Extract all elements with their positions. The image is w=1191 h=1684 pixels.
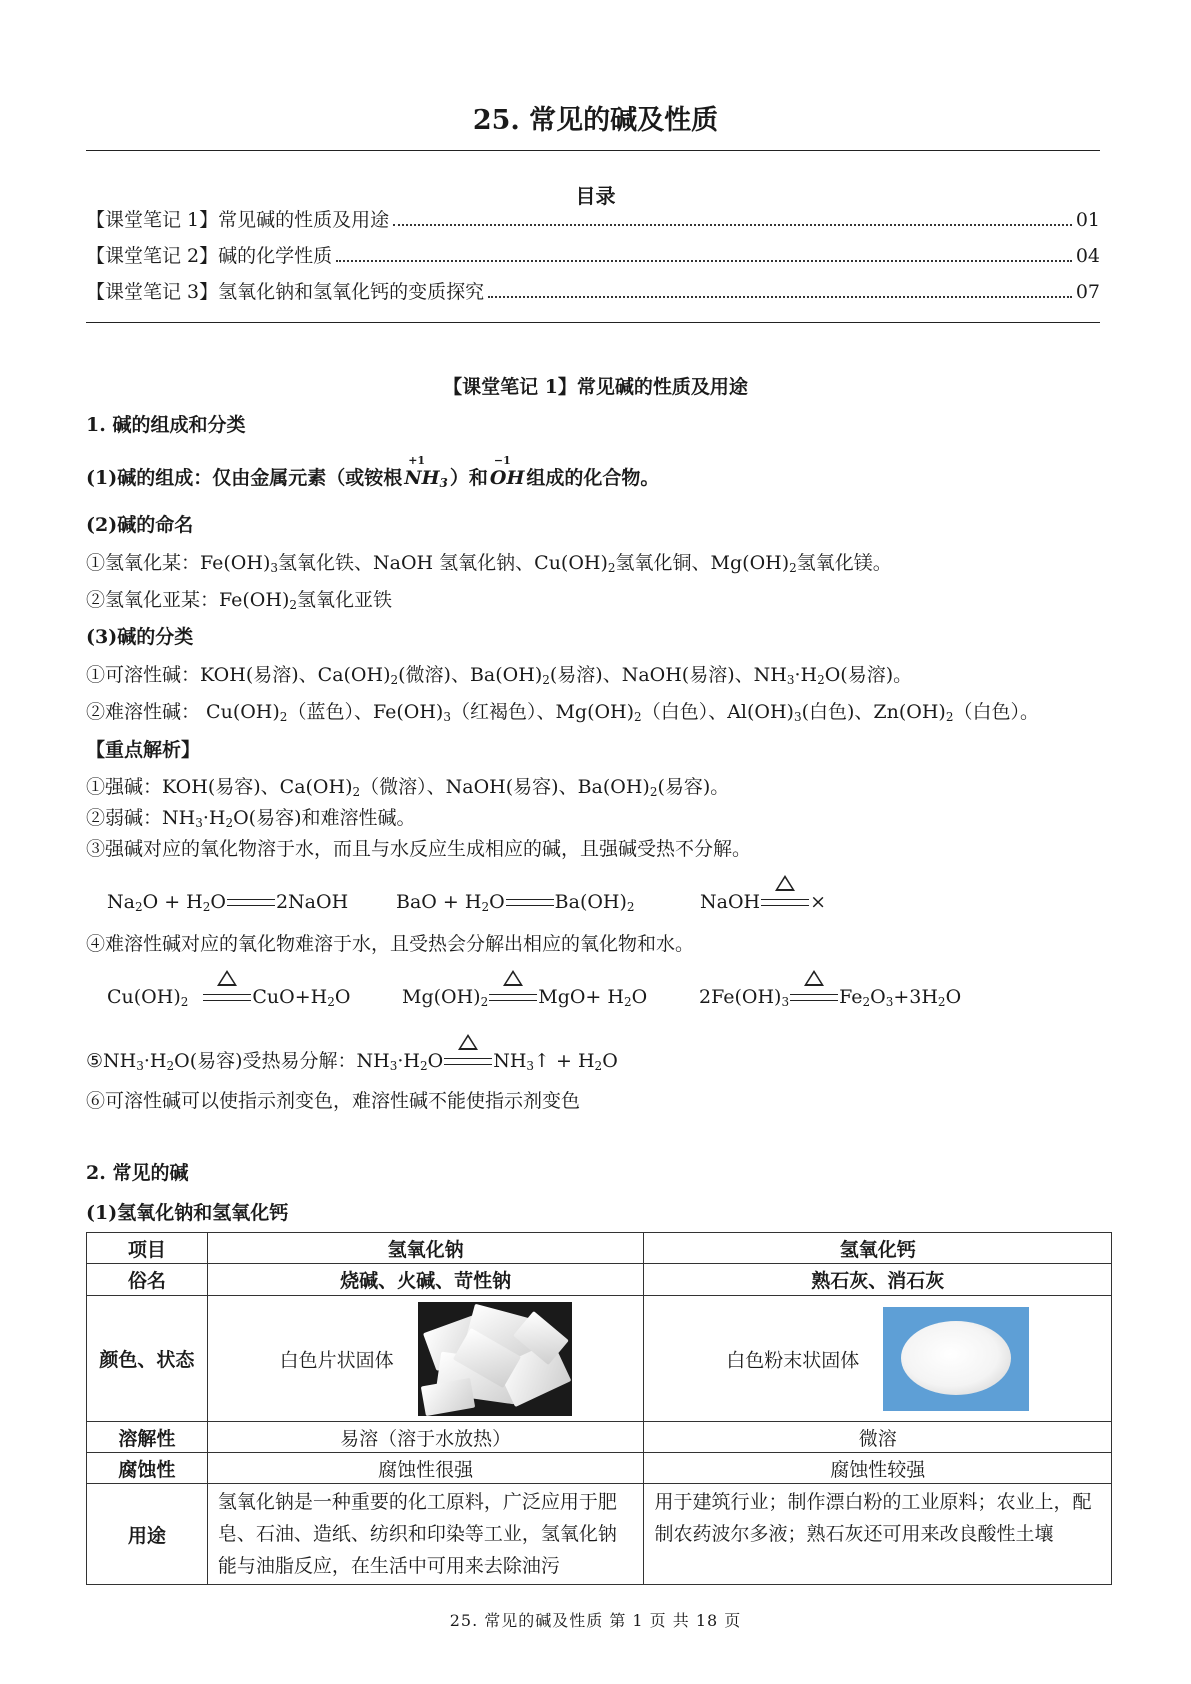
text: 2NaOH <box>275 891 349 913</box>
text: (白色)、Zn(OH) <box>801 701 946 723</box>
ion-symbol: NH <box>404 467 440 489</box>
toc-item-page: 04 <box>1075 245 1100 267</box>
key-line-3: ③强碱对应的氧化物溶于水，而且与水反应生成相应的碱，且强碱受热不分解。 <box>86 838 752 860</box>
naming-line-2 <box>86 585 392 612</box>
base-comparison-table <box>86 1232 1112 1585</box>
text: ②氢氧化亚某：Fe(OH) <box>86 589 290 611</box>
heat-triangle-icon <box>804 970 824 986</box>
table-row <box>87 1484 1112 1585</box>
text: CuO+H <box>252 986 328 1008</box>
text: × <box>810 891 827 913</box>
subscript: 2 <box>607 561 616 575</box>
text: ①可溶性碱：KOH(易溶)、Ca(OH) <box>86 664 391 686</box>
caoh-appearance: 白色粉末状固体 <box>726 1349 860 1371</box>
text: ②弱碱：NH <box>86 807 196 829</box>
subsection-title: 2. 常见的碱 <box>86 1162 189 1184</box>
table-header-cell: 项目 <box>87 1233 208 1264</box>
toc-item[interactable] <box>86 205 1100 232</box>
table-header-cell: 氢氧化钙 <box>644 1233 1112 1264</box>
text: 氢氧化铁、NaOH 氢氧化钠、Cu(OH) <box>278 552 608 574</box>
text: ·H <box>397 1050 420 1072</box>
text: NH <box>493 1050 527 1072</box>
text: O <box>210 891 226 913</box>
toc-leader <box>336 260 1072 262</box>
subscript: 2 <box>623 995 632 1009</box>
text: 组成的化合物。 <box>526 467 660 489</box>
naming-line-1 <box>86 548 892 575</box>
page-footer: 25. 常见的碱及性质 第 1 页 共 18 页 <box>449 1611 742 1630</box>
charge: +1 <box>408 454 426 467</box>
caoh-cell: 用于建筑行业；制作漂白粉的工业原料；农业上，配制农药波尔多液；熟石灰还可用来改良酸性土壤 <box>644 1484 1112 1585</box>
subscript: 2 <box>390 673 399 687</box>
subsection-subtitle: (1)氢氧化钠和氢氧化钙 <box>86 1202 289 1224</box>
equation-naoh-heat <box>700 891 826 913</box>
text: ·H <box>202 807 226 829</box>
subscript: 2 <box>202 900 211 914</box>
key-line-1 <box>86 772 729 799</box>
class-line-2 <box>86 697 1039 724</box>
caoh-cell: 腐蚀性较强 <box>644 1453 1112 1484</box>
text: (微溶)、Ba(OH) <box>398 664 543 686</box>
equation-bao <box>396 891 635 914</box>
toc-item-label: 【课堂笔记 2】碱的化学性质 <box>86 245 333 267</box>
caoh-cell: 熟石灰、消石灰 <box>644 1264 1112 1296</box>
divider <box>86 150 1100 151</box>
text: O <box>427 1050 444 1072</box>
text: BaO + H <box>396 891 482 913</box>
subscript: 3 <box>781 995 790 1009</box>
text: MgO+ H <box>538 986 624 1008</box>
subscript: 2 <box>789 561 797 575</box>
equation-mgoh2 <box>402 986 647 1009</box>
text: Cu(OH) <box>107 986 181 1008</box>
subscript: 2 <box>481 900 490 914</box>
naoh-cell: 腐蚀性很强 <box>207 1453 644 1484</box>
text: O <box>870 986 886 1008</box>
table-row <box>87 1453 1112 1484</box>
table-row <box>87 1296 1112 1422</box>
equals-sign <box>203 992 251 1004</box>
text: (1)碱的组成：仅由金属元素（或铵根 <box>86 467 403 489</box>
equals-sign <box>489 992 537 1004</box>
divider <box>86 322 1100 323</box>
subscript: 2 <box>817 673 825 687</box>
text: ↑ + H <box>534 1050 595 1072</box>
subscript: 3 <box>136 1059 144 1073</box>
subsection-title: 1. 碱的组成和分类 <box>86 414 246 436</box>
text: （微溶）、NaOH(易容)、Ba(OH) <box>360 776 650 798</box>
text: ·H <box>143 1050 167 1072</box>
toc-item-label: 【课堂笔记 3】氢氧化钠和氢氧化钙的变质探究 <box>86 281 485 303</box>
toc-item[interactable] <box>86 241 1100 268</box>
section-heading: 【课堂笔记 1】常见碱的性质及用途 <box>443 376 748 398</box>
ammonium-ion <box>404 454 448 490</box>
page-title: 25. 常见的碱及性质 <box>472 105 719 136</box>
text: Fe <box>839 986 863 1008</box>
naoh-cell <box>207 1296 644 1422</box>
naoh-cell: 烧碱、火碱、苛性钠 <box>207 1264 644 1296</box>
toc-item-label: 【课堂笔记 1】常见碱的性质及用途 <box>86 209 390 231</box>
key-line-5 <box>86 1046 618 1073</box>
caoh-cell: 微溶 <box>644 1422 1112 1453</box>
naming-title: (2)碱的命名 <box>86 514 194 536</box>
toc-item[interactable] <box>86 277 1100 304</box>
text: Ba(OH) <box>554 891 627 913</box>
subscript: 2 <box>649 785 658 799</box>
table-header-row <box>87 1233 1112 1264</box>
equals-sign <box>444 1056 492 1068</box>
equals-sign <box>227 897 275 909</box>
key-line-4: ④难溶性碱对应的氧化物难溶于水，且受热会分解出相应的氧化物和水。 <box>86 933 695 955</box>
text: O <box>945 986 962 1008</box>
key-analysis-title: 【重点解析】 <box>86 739 201 761</box>
ion-symbol: OH <box>489 467 525 489</box>
subscript: 2 <box>327 995 335 1009</box>
table-row <box>87 1422 1112 1453</box>
naoh-cell: 易溶（溶于水放热） <box>207 1422 644 1453</box>
row-label: 腐蚀性 <box>87 1453 208 1484</box>
naoh-flakes-image <box>418 1302 572 1416</box>
subscript: 3 <box>885 995 894 1009</box>
text: O(易容)和难溶性碱。 <box>233 807 416 829</box>
equation-na2o <box>107 891 348 914</box>
subscript: 2 <box>134 900 143 914</box>
toc-heading: 目录 <box>575 184 616 208</box>
text: 2Fe(OH) <box>699 986 782 1008</box>
text: O <box>602 1050 618 1072</box>
toc-item-page: 01 <box>1075 209 1100 231</box>
text: O <box>631 986 648 1008</box>
text: Mg(OH) <box>402 986 481 1008</box>
subscript: 2 <box>166 1059 175 1073</box>
heat-triangle-icon <box>217 970 237 986</box>
heat-triangle-icon <box>775 875 795 891</box>
equation-cuoh2 <box>107 986 350 1009</box>
table-row <box>87 1264 1112 1296</box>
subscript: 3 <box>389 1059 398 1073</box>
text: Na <box>107 891 135 913</box>
text: (易容)。 <box>657 776 730 798</box>
text: （白色）、Al(OH) <box>641 701 794 723</box>
equation-feoh3 <box>699 986 961 1009</box>
class-title: (3)碱的分类 <box>86 626 194 648</box>
toc-item-page: 07 <box>1075 281 1100 303</box>
subscript: 2 <box>419 1059 428 1073</box>
text: NaOH <box>700 891 761 913</box>
text: O + H <box>142 891 203 913</box>
subscript: 2 <box>279 710 288 724</box>
text: 氢氧化镁。 <box>796 552 892 574</box>
row-label: 用途 <box>87 1484 208 1585</box>
subscript: 2 <box>945 710 954 724</box>
subscript: 3 <box>793 710 802 724</box>
subscript: 2 <box>352 785 361 799</box>
text: 氢氧化亚铁 <box>297 589 393 611</box>
key-line-6: ⑥可溶性碱可以使指示剂变色，难溶性碱不能使指示剂变色 <box>86 1090 581 1112</box>
naoh-cell: 氢氧化钠是一种重要的化工原料，广泛应用于肥皂、石油、造纸、纺织和印染等工业，氢氧化钠能与油脂反应，在生活中可用来去除油污 <box>207 1484 644 1585</box>
hydroxide-ion <box>489 454 525 489</box>
text: （红褐色）、Mg(OH) <box>450 701 635 723</box>
equals-sign <box>506 897 554 909</box>
equals-sign <box>761 897 809 909</box>
naoh-appearance: 白色片状固体 <box>279 1349 394 1371</box>
subscript: 2 <box>225 816 234 830</box>
subscript: 2 <box>289 598 298 612</box>
row-label: 颜色、状态 <box>87 1296 208 1422</box>
text: +3H <box>893 986 938 1008</box>
text: ）和 <box>449 467 488 489</box>
subscript: 3 <box>270 561 279 575</box>
heat-triangle-icon <box>503 970 523 986</box>
subscript: 2 <box>594 1059 603 1073</box>
row-label: 溶解性 <box>87 1422 208 1453</box>
equals-sign <box>790 992 838 1004</box>
subscript: 2 <box>626 900 635 914</box>
caoh-powder-image <box>883 1307 1029 1411</box>
subscript: 2 <box>480 995 489 1009</box>
subscript: 2 <box>634 710 642 724</box>
text: (易溶)、NaOH(易溶)、NH <box>549 664 787 686</box>
table-header-cell: 氢氧化钠 <box>207 1233 644 1264</box>
subscript: 2 <box>937 995 946 1009</box>
heat-triangle-icon <box>458 1034 478 1050</box>
text: ①强碱：KOH(易容)、Ca(OH) <box>86 776 353 798</box>
class-line-1 <box>86 660 912 687</box>
subscript: 2 <box>180 995 189 1009</box>
subscript: 2 <box>862 995 871 1009</box>
text: O <box>334 986 351 1008</box>
text: O(易溶)。 <box>824 664 913 686</box>
text: （蓝色）、Fe(OH) <box>287 701 444 723</box>
caoh-cell <box>644 1296 1112 1422</box>
subscript: 3 <box>439 476 448 490</box>
subscript: 2 <box>542 673 550 687</box>
row-label: 俗名 <box>87 1264 208 1296</box>
charge: −1 <box>493 454 511 467</box>
toc-leader <box>488 296 1072 298</box>
text: 氢氧化铜、Mg(OH) <box>615 552 790 574</box>
text: ⑤NH <box>86 1050 137 1072</box>
subscript: 3 <box>443 710 451 724</box>
text: （白色）。 <box>953 701 1040 723</box>
subscript: 3 <box>786 673 795 687</box>
text: O <box>489 891 505 913</box>
text: ·H <box>794 664 818 686</box>
subscript: 3 <box>195 816 203 830</box>
text: ②难溶性碱： Cu(OH) <box>86 701 280 723</box>
text: ①氢氧化某：Fe(OH) <box>86 552 271 574</box>
toc-leader <box>393 224 1072 226</box>
composition-line <box>86 454 660 490</box>
subscript: 3 <box>526 1059 535 1073</box>
text: O(易容)受热易分解：NH <box>174 1050 390 1072</box>
key-line-2 <box>86 803 416 830</box>
